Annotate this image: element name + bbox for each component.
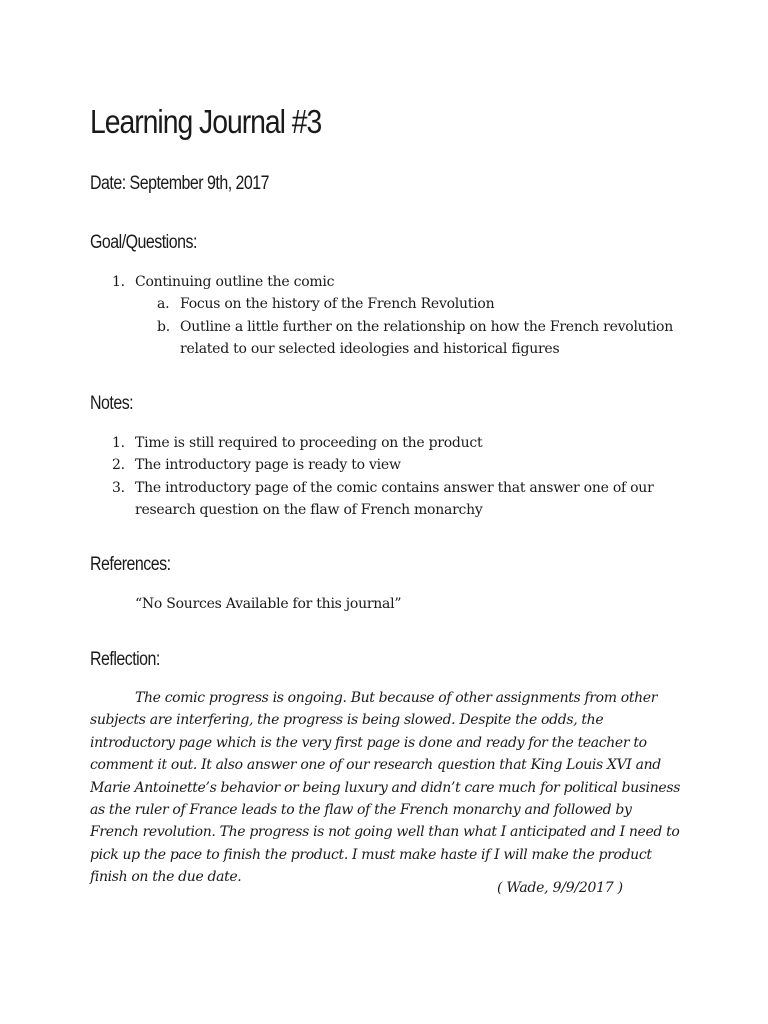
signature: ( Wade, 9/9/2017 ) — [497, 880, 623, 896]
sublist-item-text: Focus on the history of the French Revolution — [180, 296, 495, 313]
list-number: 2. — [112, 457, 125, 474]
sublist-letter: b. — [157, 318, 170, 335]
list-item-text: Time is still required to proceeding on the product — [135, 435, 483, 451]
list-number: 3. — [112, 479, 125, 496]
list-item — [90, 454, 690, 476]
page-title: Learning Journal #3 — [90, 103, 322, 140]
reflection-paragraph: The comic progress is ongoing. But because of other assignments from other subjects are interfering, the progress is being slowed. Despite the odds, the introductory page which is the very first page is done and ready for the teacher to comment it out. It also answer one of our research question that King Louis XVI and Marie Antoinette’s behavior or being luxury and didn’t care much for political business as the ruler of France leads to the flaw of the French monarchy and followed by French revolution. The progress is not going well than what I anticipated and I need to pick up the pace to finish the product. I must make haste if I will make the product finish on the due date. — [90, 690, 681, 886]
list-item-text: The introductory page is ready to view — [135, 457, 401, 474]
list-number: 1. — [112, 274, 125, 290]
goal-heading: Goal/Questions: — [90, 232, 197, 253]
sublist-item — [135, 316, 690, 361]
date-line: Date: September 9th, 2017 — [90, 173, 270, 194]
list-item — [90, 432, 690, 454]
goal-list — [90, 271, 690, 361]
goal-sublist — [135, 293, 690, 360]
sublist-letter: a. — [157, 296, 170, 313]
notes-heading: Notes: — [90, 393, 134, 414]
references-heading: References: — [90, 554, 171, 575]
list-number: 1. — [112, 435, 125, 451]
sublist-item-text: Outline a little further on the relationship on how the French revolution related to our selected ideologies and historical figures — [180, 318, 673, 358]
list-item-text: Continuing outline the comic — [135, 274, 335, 290]
references-text: “No Sources Available for this journal” — [135, 596, 402, 612]
list-item — [90, 477, 690, 522]
sublist-item — [135, 293, 690, 315]
list-item-text: The introductory page of the comic contains answer that answer one of our research question on the flaw of French monarchy — [135, 479, 654, 519]
list-item — [90, 271, 690, 361]
reflection-heading: Reflection: — [90, 649, 160, 670]
notes-list — [90, 432, 690, 522]
